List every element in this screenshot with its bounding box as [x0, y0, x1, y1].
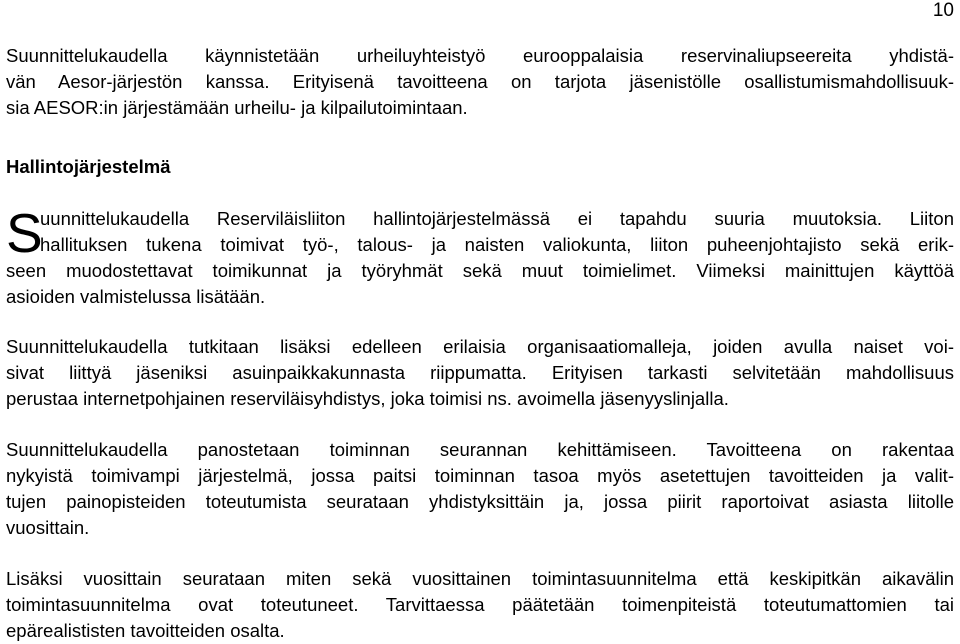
- text-line: asioiden valmistelussa lisätään.: [6, 286, 266, 307]
- text-line: vän Aesor-järjestön kanssa. Erityisenä tavoitteena on tarjota jäsenistölle osallistumismahdollisuuk-: [6, 71, 954, 92]
- text-line: epärealististen tavoitteiden osalta.: [6, 620, 285, 641]
- document-body: [6, 43, 954, 644]
- section-heading: Hallintojärjestelmä: [6, 156, 171, 177]
- paragraph-seuranta: [6, 437, 954, 541]
- paragraph-organisaatio: [6, 334, 954, 412]
- text-line: Suunnittelukaudella tutkitaan lisäksi edelleen erilaisia organisaatiomalleja, joiden avulla naiset voi-: [6, 336, 954, 357]
- text-line: uunnittelukaudella Reserviläisliiton hallintojärjestelmässä ei tapahdu suuria muutoksia. Liiton: [40, 208, 954, 229]
- text-line: Suunnittelukaudella panostetaan toiminnan seurannan kehittämiseen. Tavoitteena on rakentaa: [6, 439, 954, 460]
- text-line: Suunnittelukaudella käynnistetään urheiluyhteistyö eurooppalaisia reservinaliupseereita yhdistä-: [6, 45, 954, 66]
- text-line: tujen painopisteiden toteutumista seurataan yhdistyksittäin ja, jossa piirit raportoivat asiasta liitolle: [6, 491, 954, 512]
- text-line: perustaa internetpohjainen reserviläisyhdistys, joka toimisi ns. avoimella jäsenyyslinjalla.: [6, 388, 729, 409]
- text-line: hallituksen tukena toimivat työ-, talous- ja naisten valiokunta, liiton puheenjohtajisto sekä erik-: [40, 234, 954, 255]
- text-line: vuosittain.: [6, 517, 90, 538]
- text-line: seen muodostettavat toimikunnat ja työryhmät sekä muut toimielimet. Viimeksi mainittujen käyttöä: [6, 260, 954, 281]
- text-line: sia AESOR:in järjestämään urheilu- ja kilpailutoimintaan.: [6, 97, 468, 118]
- paragraph-aesor: [6, 43, 954, 121]
- text-line: Lisäksi vuosittain seurataan miten sekä vuosittainen toimintasuunnitelma että keskipitkän aikavälin: [6, 568, 954, 589]
- drop-cap: S: [6, 202, 43, 264]
- text-line: nykyistä toimivampi järjestelmä, jossa paitsi toiminnan tasoa myös asetettujen tavoitteiden ja valit-: [6, 465, 954, 486]
- paragraph-vuosittain: [6, 566, 954, 644]
- paragraph-hallinto: [6, 202, 954, 310]
- page-number: 10: [932, 0, 954, 21]
- text-line: sivat liittyä jäseniksi asuinpaikkakunnasta riippumatta. Erityisen tarkasti selvitetään mahdollisuus: [6, 362, 954, 383]
- text-line: toimintasuunnitelma ovat toteutuneet. Tarvittaessa päätetään toimenpiteistä toteutumattomien tai: [6, 594, 954, 615]
